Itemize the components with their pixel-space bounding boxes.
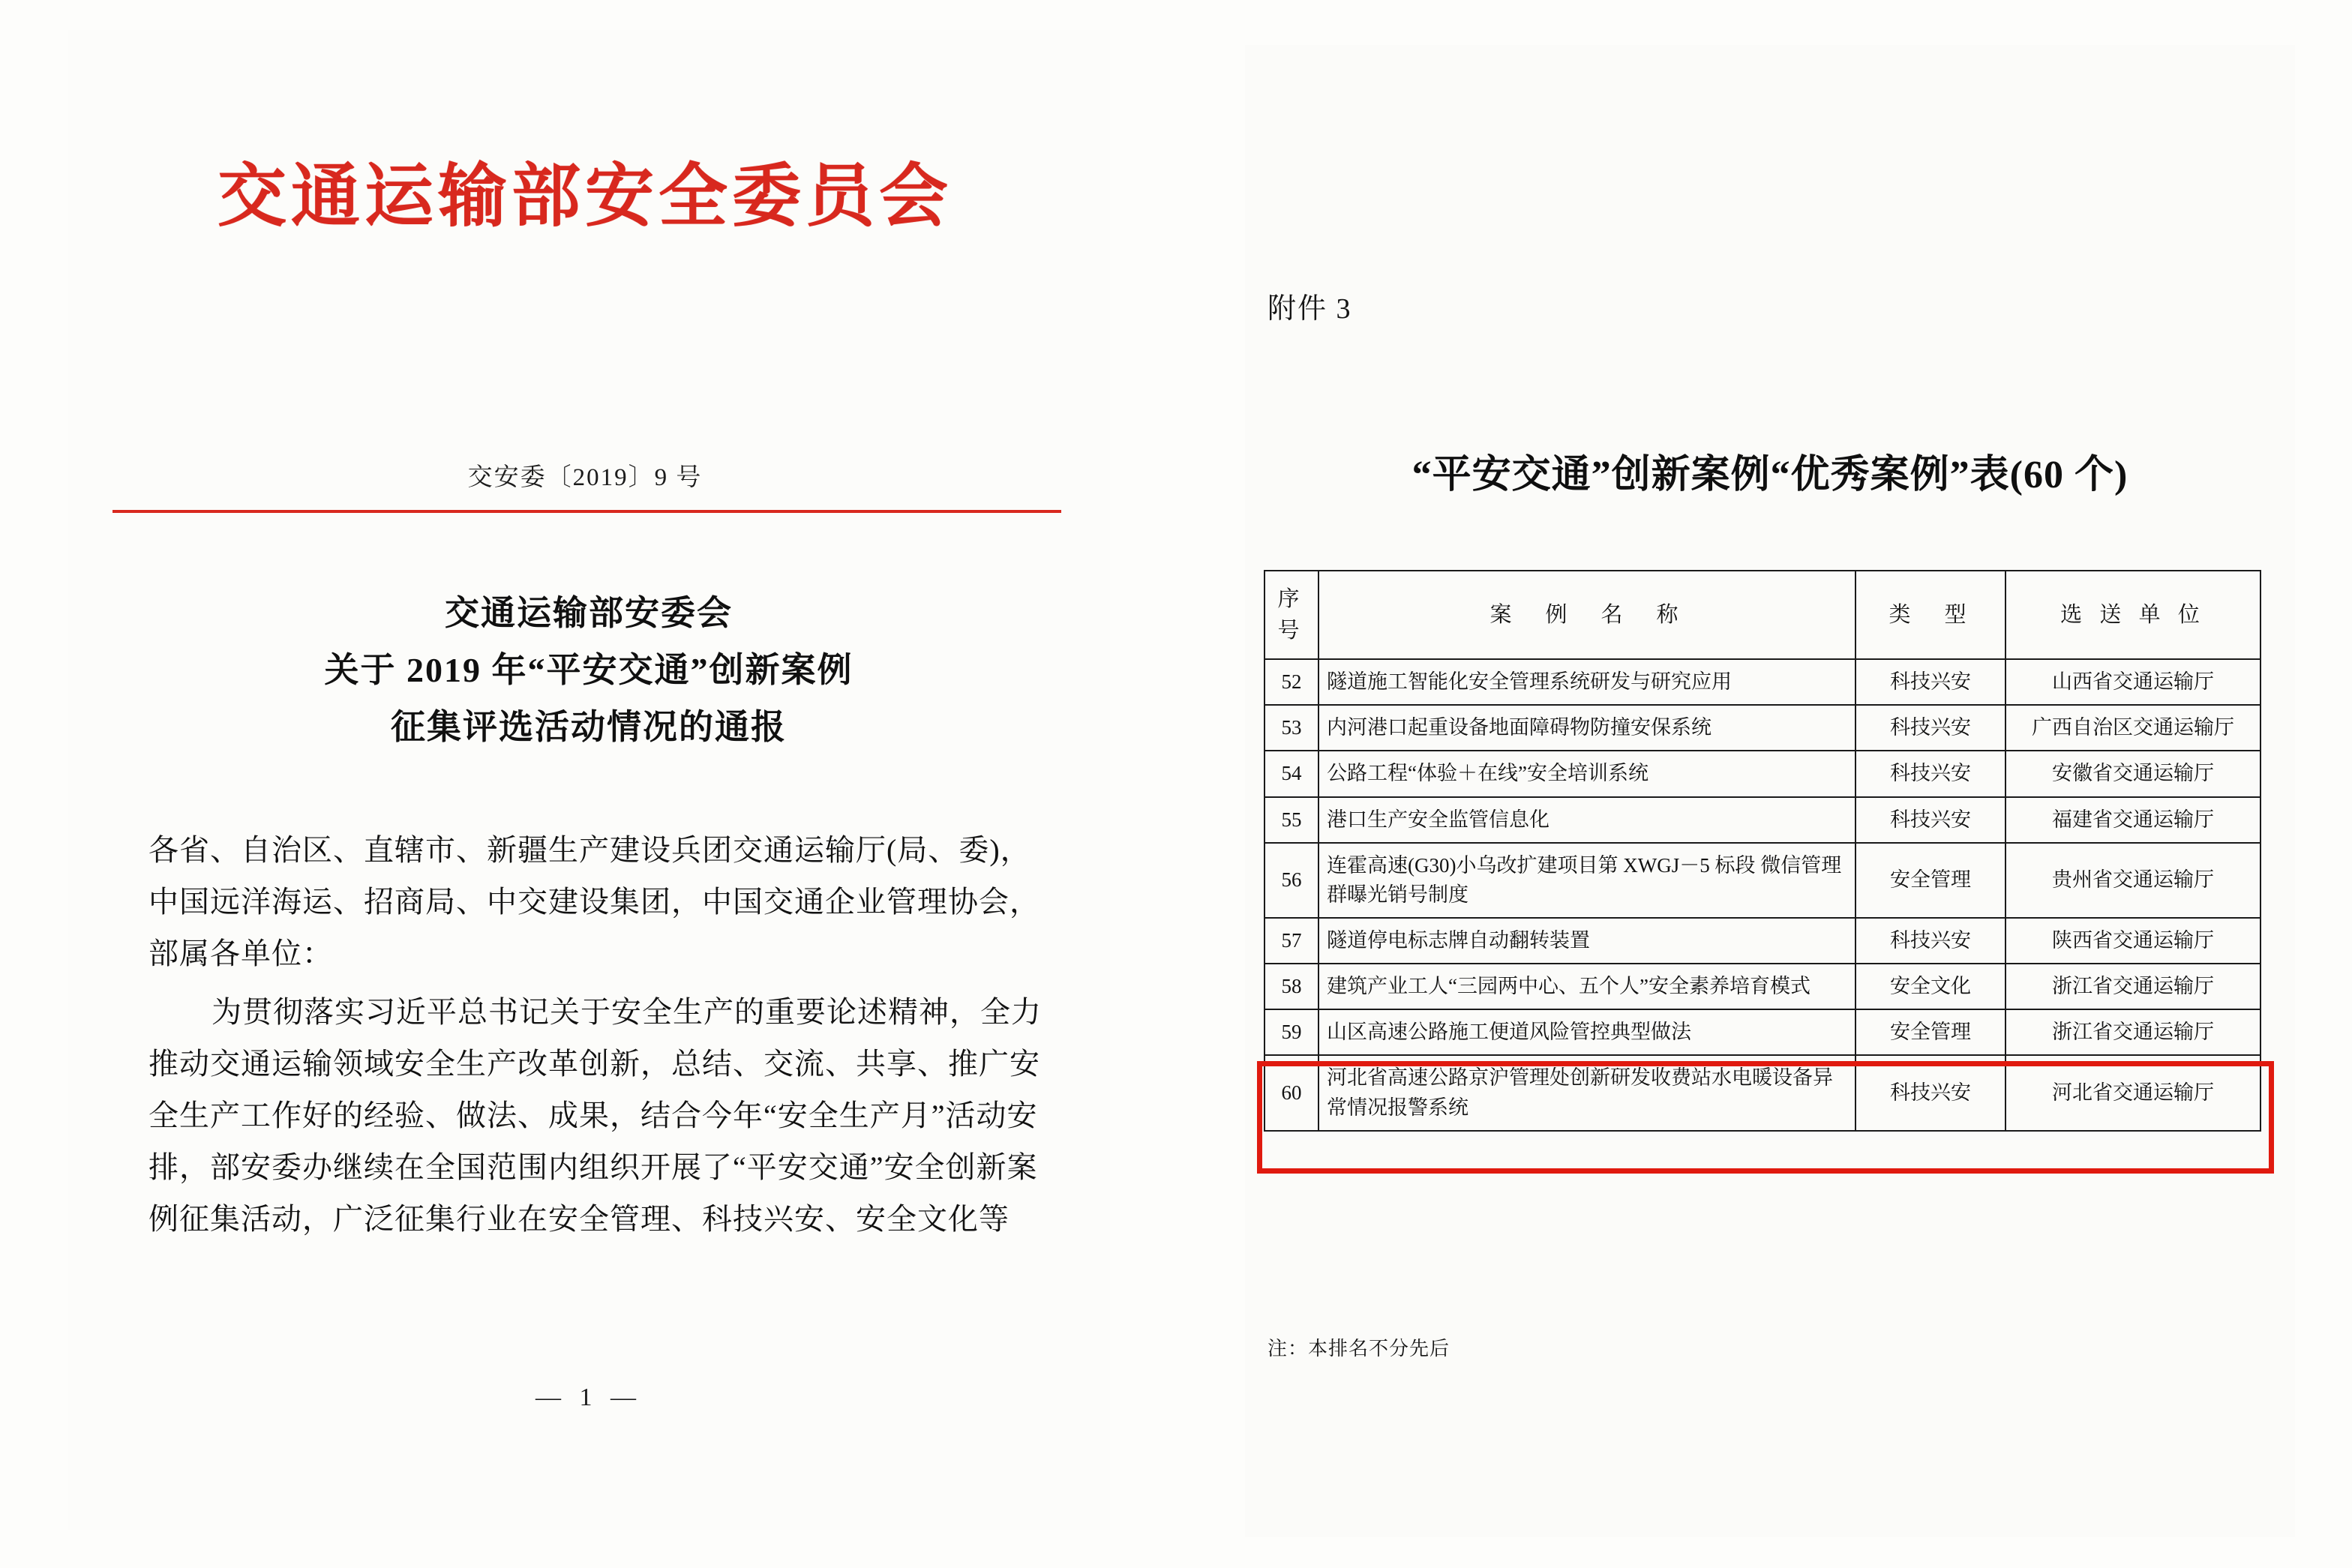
cell-unit: 浙江省交通运输厅 [2006, 1009, 2260, 1055]
cell-case-name: 公路工程“体验＋在线”安全培训系统 [1318, 751, 1856, 796]
table-row [1264, 1055, 2260, 1130]
cell-type: 安全文化 [1856, 964, 2006, 1009]
cell-unit: 陕西省交通运输厅 [2006, 918, 2260, 964]
document-title [112, 585, 1065, 756]
cell-case-name: 建筑产业工人“三园两中心、五个人”安全素养培育模式 [1318, 964, 1856, 1009]
red-divider-rule [112, 510, 1061, 513]
table-row [1264, 705, 2260, 751]
cell-type: 科技兴安 [1856, 918, 2006, 964]
body-paragraph-2: 为贯彻落实习近平总书记关于安全生产的重要论述精神，全力推动交通运输领域安全生产改革创新，总结、交流、共享、推广安全生产工作好的经验、做法、成果，结合今年“安全生产月”活动安排，部安委办继续在全国范围内组织开展了“平安交通”安全创新案例征集活动，广泛征集行业在安全管理、科技兴安、安全文化等 [148, 995, 1042, 1236]
cell-type: 安全管理 [1856, 843, 2006, 918]
left-document-content [68, 30, 1110, 1500]
table-row-highlighted [1264, 964, 2260, 1009]
attachment-label: 附件 3 [1268, 293, 1352, 325]
cell-unit: 广西自治区交通运输厅 [2006, 705, 2260, 751]
cell-number: 54 [1264, 751, 1318, 796]
cell-case-name: 隧道施工智能化安全管理系统研发与研究应用 [1318, 659, 1856, 705]
document-title-line-3: 征集评选活动情况的通报 [391, 707, 787, 746]
right-document-scan [1245, 45, 2295, 1537]
document-number: 交安委〔2019〕9 号 [467, 464, 703, 491]
cell-type: 科技兴安 [1856, 705, 2006, 751]
table-row [1264, 751, 2260, 796]
cell-number: 53 [1264, 705, 1318, 751]
document-body [148, 825, 1048, 1245]
cases-table [1264, 570, 2261, 1132]
cell-type: 科技兴安 [1856, 797, 2006, 843]
cell-case-name: 山区高速公路施工便道风险管控典型做法 [1318, 1009, 1856, 1055]
table-title: “平安交通”创新案例“优秀案例”表(60 个) [1412, 454, 2128, 496]
column-header-unit: 选 送 单 位 [2006, 571, 2260, 659]
cell-case-name: 连霍高速(G30)小乌改扩建项目第 XWGJ－5 标段 微信管理群曝光销号制度 [1318, 843, 1856, 918]
document-title-line-1: 交通运输部安委会 [445, 594, 733, 632]
bleed-through-text [180, 352, 360, 391]
page-number: — 1 — [536, 1384, 642, 1411]
cell-number: 60 [1264, 1055, 1318, 1130]
document-title-line-2: 关于 2019 年“平安交通”创新案例 [324, 650, 854, 689]
masthead-title: 交通运输部安全委员会 [217, 155, 952, 236]
cell-number: 57 [1264, 918, 1318, 964]
cell-number: 55 [1264, 797, 1318, 843]
table-row [1264, 659, 2260, 705]
column-header-type: 类 型 [1856, 571, 2006, 659]
table-row [1264, 797, 2260, 843]
column-header-number: 序号 [1264, 571, 1318, 659]
column-header-case-name: 案 例 名 称 [1318, 571, 1856, 659]
cell-number: 56 [1264, 843, 1318, 918]
cell-unit: 福建省交通运输厅 [2006, 797, 2260, 843]
table-row [1264, 843, 2260, 918]
cell-unit: 山西省交通运输厅 [2006, 659, 2260, 705]
cell-case-name: 隧道停电标志牌自动翻转装置 [1318, 918, 1856, 964]
bleed-through-text [1290, 157, 2265, 194]
cell-case-name: 河北省高速公路京沪管理处创新研发收费站水电暖设备异常情况报警系统 [1318, 1055, 1856, 1130]
cell-unit: 贵州省交通运输厅 [2006, 843, 2260, 918]
cell-type: 安全管理 [1856, 1009, 2006, 1055]
bleed-through-text [1290, 1387, 2265, 1424]
cell-unit: 河北省交通运输厅 [2006, 1055, 2260, 1130]
table-header-row [1264, 571, 2260, 659]
left-document-scan [68, 30, 1110, 1530]
cell-number: 58 [1264, 964, 1318, 1009]
table-note: 注：本排名不分先后 [1268, 1338, 1450, 1360]
cell-case-name: 港口生产安全监管信息化 [1318, 797, 1856, 843]
table-row [1264, 918, 2260, 964]
cell-unit: 安徽省交通运输厅 [2006, 751, 2260, 796]
table-row [1264, 1009, 2260, 1055]
cell-case-name: 内河港口起重设备地面障碍物防撞安保系统 [1318, 705, 1856, 751]
cell-number: 59 [1264, 1009, 1318, 1055]
cell-number: 52 [1264, 659, 1318, 705]
cell-type: 科技兴安 [1856, 751, 2006, 796]
cell-type: 科技兴安 [1856, 1055, 2006, 1130]
cell-type: 科技兴安 [1856, 659, 2006, 705]
body-paragraph-1: 各省、自治区、直辖市、新疆生产建设兵团交通运输厅(局、委)，中国远洋海运、招商局、中交建设集团，中国交通企业管理协会，部属各单位： [148, 833, 1040, 970]
cell-unit: 浙江省交通运输厅 [2006, 964, 2260, 1009]
